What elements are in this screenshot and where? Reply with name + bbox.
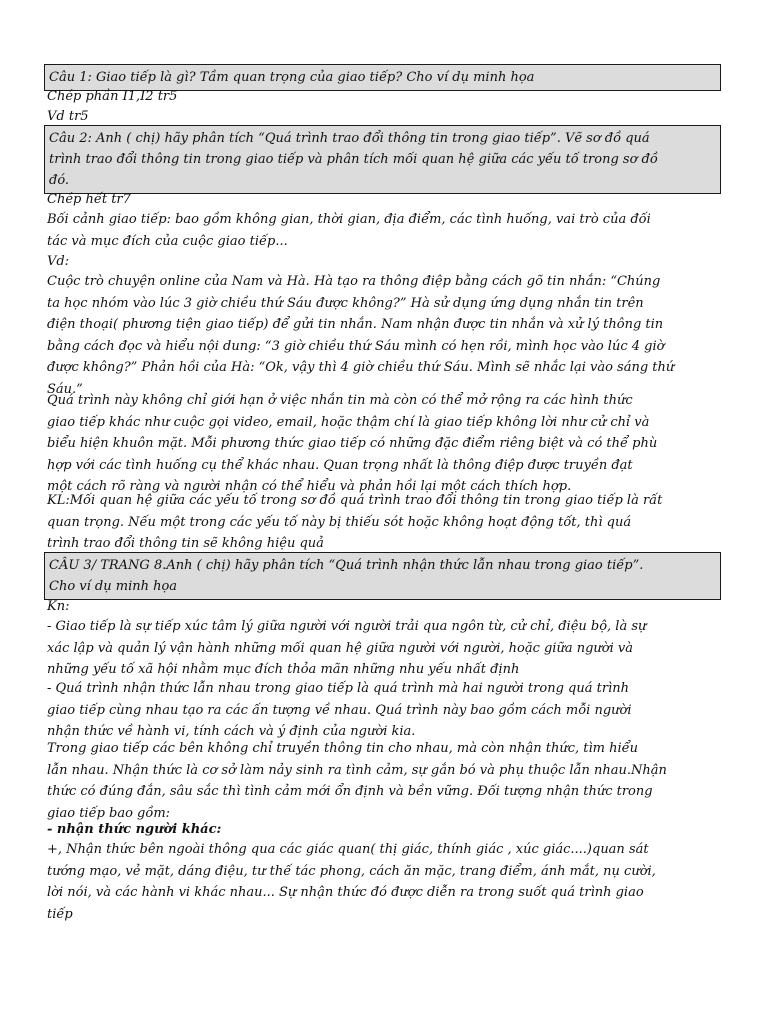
question-1-box: Câu 1: Giao tiếp là gì? Tầm quan trọng của giao tiếp? Cho ví dụ minh họa bbox=[44, 64, 721, 91]
q2-example-label: Vd: bbox=[47, 254, 70, 269]
question-2-box: Câu 2: Anh ( chị) hãy phân tích “Quá trình trao đổi thông tin trong giao tiếp”. Vẽ sơ đồ quá trình trao đổi thông tin trong giao tiếp và phân tích mối quan hệ giữa các yếu tố trong sơ đồ đó. bbox=[44, 125, 721, 194]
q2-example-paragraph: Cuộc trò chuyện online của Nam và Hà. Hà tạo ra thông điệp bằng cách gõ tin nhắn: “Chúng ta học nhóm vào lúc 3 giờ chiều thứ Sáu được không?” Hà sử dụng ứng dụng nhắn tin trên điện thoại( phương tiện giao tiếp) để gửi tin nhắn. Nam nhận được tin nhắn và xử lý thông tin bằng cách đọc và hiểu nội dung: “3 giờ chiều thứ Sáu mình có hẹn rồi, mình học vào lúc 4 giờ được không?” Phản hồi của Hà: “Ok, vậy thì 4 giờ chiều thứ Sáu. Mình sẽ nhắc lại vào sáng thứ Sáu.” bbox=[47, 274, 675, 397]
q1-note-copy: Chép phần I1,I2 tr5 bbox=[47, 89, 178, 104]
q2-extension-paragraph: Quá trình này không chỉ giới hạn ở việc nhắn tin mà còn có thể mở rộng ra các hình thức giao tiếp khác như cuộc gọi video, email, hoặc thậm chí là giao tiếp không lời như cử chỉ và biểu hiện khuôn mặt. Mỗi phương thức giao tiếp có những đặc điểm riêng biệt và có thể phù hợp với các tình huống cụ thể khác nhau. Quan trọng nhất là thông điệp được truyền đạt một cách rõ ràng và người nhận có thể hiểu và phản hồi lại một cách thích hợp. bbox=[47, 393, 658, 494]
q3-detail-paragraph: +, Nhận thức bên ngoài thông qua các giác quan( thị giác, thính giác , xúc giác....)quan sát tướng mạo, vẻ mặt, dáng điệu, tư thế tác phong, cách ăn mặc, trang điểm, ánh mắt, nụ cười, lời nói, và các hành vi khác nhau... Sự nhận thức đó được diễn ra trong suốt quá trình giao tiếp bbox=[47, 842, 656, 922]
q2-context-paragraph: Bối cảnh giao tiếp: bao gồm không gian, thời gian, địa điểm, các tình huống, vai trò của đối tác và mục đích của cuộc giao tiếp... bbox=[47, 212, 651, 249]
q2-note-copy: Chép hết tr7 bbox=[47, 192, 131, 207]
question-3-box: CÂU 3/ TRANG 8.Anh ( chị) hãy phân tích “Quá trình nhận thức lẫn nhau trong giao tiếp”. Cho ví dụ minh họa bbox=[44, 552, 721, 600]
q3-definition-communication: - Giao tiếp là sự tiếp xúc tâm lý giữa người với người trải qua ngôn từ, cử chỉ, điệu bộ, là sự xác lập và quản lý vận hành những mối quan hệ giữa người với người, hoặc giữa người và những yếu tố xã hội nhằm mục đích thỏa mãn những nhu yếu nhất định bbox=[47, 619, 647, 677]
q1-note-example: Vd tr5 bbox=[47, 109, 89, 124]
q3-body-paragraph: Trong giao tiếp các bên không chỉ truyền thông tin cho nhau, mà còn nhận thức, tìm hiểu lẫn nhau. Nhận thức là cơ sở làm nảy sinh ra tình cảm, sự gắn bó và phụ thuộc lẫn nhau.Nhận thức có đúng đắn, sâu sắc thì tình cảm mới ổn định và bền vững. Đối tượng nhận thức trong giao tiếp bao gồm: bbox=[47, 741, 667, 821]
q3-definition-perception: - Quá trình nhận thức lẫn nhau trong giao tiếp là quá trình mà hai người trong quá trình giao tiếp cùng nhau tạo ra các ấn tượng về nhau. Quá trình này bao gồm cách mỗi người nhận thức về hành vi, tính cách và ý định của người kia. bbox=[47, 681, 632, 739]
q3-kn-label: Kn: bbox=[47, 599, 70, 614]
q3-subheading: - nhận thức người khác: bbox=[47, 822, 222, 837]
q2-conclusion-paragraph: KL:Mối quan hệ giữa các yếu tố trong sơ đồ quá trình trao đổi thông tin trong giao tiếp là rất quan trọng. Nếu một trong các yếu tố này bị thiếu sót hoặc không hoạt động tốt, thì quá trình trao đổi thông tin sẽ không hiệu quả bbox=[47, 493, 663, 551]
